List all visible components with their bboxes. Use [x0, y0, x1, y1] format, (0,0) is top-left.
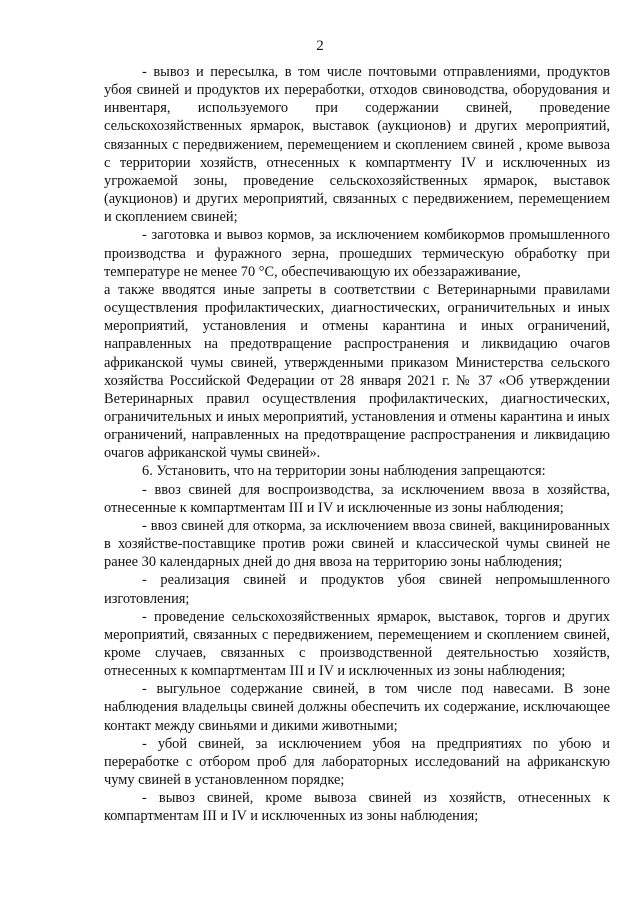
paragraph-feed-procurement: - заготовка и вывоз кормов, за исключением комбикормов промышленного производства и фуражного зерна, прошедших термическую обработку при температуре не менее 70 °С, обеспечивающую их обеззараживание,	[104, 227, 610, 280]
paragraph-fattening-import: - ввоз свиней для откорма, за исключением ввоза свиней, вакцинированных в хозяйстве-поставщике против рожи свиней и классической чумы свиней не ранее 30 календарных дней до дня ввоза на территорию зоны наблюдения;	[104, 517, 610, 571]
paragraph-sale-products: - реализация свиней и продуктов убоя свиней непромышленного изготовления;	[104, 572, 610, 607]
paragraph-breeding-import: - ввоз свиней для воспроизводства, за исключением ввоза в хозяйства, отнесенные к компартментам III и IV и исключенные из зоны наблюдения;	[104, 481, 610, 516]
paragraph-other-prohibitions: а также вводятся иные запреты в соответствии с Ветеринарными правилами осуществления профилактических, диагностических, ограничительных и иных мероприятий, установления и отмены карантина и иных ограничений, направленных на предотвращение распространения и ликвидацию очагов африканской чумы свиней, утвержденными приказом Министерства сельского хозяйства Российской Федерации от 28 января 2021 г. № 37 «Об утверждении Ветеринарных правил осуществления профилактических, диагностических, ограничительных и иных мероприятий, установления и отмены карантина и иных ограничений, направленных на предотвращение распространения и ликвидацию очагов африканской чумы свиней».	[104, 281, 610, 462]
paragraph-export-products: - вывоз и пересылка, в том числе почтовыми отправлениями, продуктов убоя свиней и продуктов их переработки, отходов свиноводства, оборудования и инвентаря, используемого при содержании свиней, проведение сельскохозяйственных ярмарок, выставок (аукционов) и других мероприятий, связанных с передвижением, перемещением и скоплением свиней , кроме вывоза с территории хозяйств, отнесенных к компартменту IV и исключенных из угрожаемой зоны, проведение сельскохозяйственных ярмарок, выставок (аукционов) и других мероприятий, связанных с передвижением, перемещением и скоплением свиней;	[104, 64, 610, 226]
page-number: 2	[316, 38, 324, 54]
paragraph-free-range: - выгульное содержание свиней, в том числе под навесами. В зоне наблюдения владельцы свиней должны обеспечить их содержание, исключающее контакт между свиньями и дикими животными;	[104, 681, 610, 734]
paragraph-pig-export: - вывоз свиней, кроме вывоза свиней из хозяйств, отнесенных к компартментам III и IV и исключенных из зоны наблюдения;	[104, 790, 610, 825]
paragraph-slaughter: - убой свиней, за исключением убоя на предприятиях по убою и переработке с отбором проб для лабораторных исследований на африканскую чуму свиней в установленном порядке;	[104, 735, 610, 789]
document-body	[104, 63, 610, 826]
paragraph-section-6: 6. Установить, что на территории зоны наблюдения запрещаются:	[142, 463, 546, 480]
paragraph-fairs: - проведение сельскохозяйственных ярмарок, выставок, торгов и других мероприятий, связанных с передвижением, перемещением и скоплением свиней, кроме случаев, связанных с производственной деятельностью хозяйств, отнесенных к компартментам III и IV и исключенных из зоны наблюдения;	[104, 608, 610, 680]
